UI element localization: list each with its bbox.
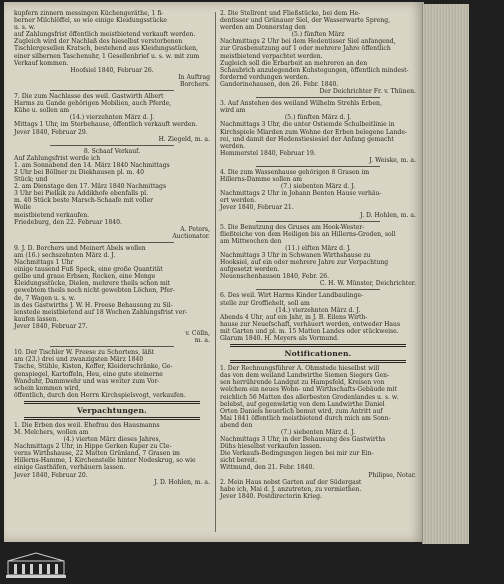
right-text-line: zur Grasbenutzung auf 1 oder mehrere Jahre öffentlich [220, 45, 391, 53]
notice-separator [256, 221, 380, 222]
right-text-line: das von dem weiland Landwirthe Siemen Siegers Gen- [220, 372, 390, 380]
right-text-line: abend den [220, 421, 253, 429]
right-text-line: 1. Der Rechnungsführer A. Ohmstede hieselbst will [220, 365, 380, 373]
left-text-line: Friedeburg, den 22. Februar 1840. [14, 218, 122, 226]
right-text-line: am Mittwochen den [220, 237, 282, 245]
section-rule [24, 417, 200, 420]
right-text-line: (7.) siebenten März d. J. [280, 183, 356, 191]
left-text-line: Kühe u. sollen am [14, 107, 70, 115]
left-text-line: Jever 1840, Februar 29. [14, 128, 88, 136]
right-text-line: stelle zur Groffiehelt, soll am [220, 299, 310, 307]
right-text-line: mit Garten und pl. m. 15 Matten Landes oder stückweise. [220, 327, 399, 335]
right-text-line: wird am [220, 107, 246, 115]
left-text-line: 1. am Sonnabend den 14. März 1840 Nachmittags [14, 161, 170, 169]
right-text-line: Nachmittags 2 Uhr in Johann Benten Hause verhäu- [220, 190, 382, 198]
right-text-line: hause zur Neuefschaft, verhäuert werden, entweder Haus [220, 320, 401, 328]
left-text-line: am (23.) drei und zwanzigsten März 1840 [14, 356, 144, 364]
left-text-line: Hillerns-Hamme, 1 Kirchenstelle hinter Nodeskrug, so wie [14, 457, 196, 465]
left-text-line: Nachmittags 1 Uhr [14, 259, 74, 267]
right-text-line: Dühs hieselbst verkaufen lassen. [220, 443, 322, 451]
left-text-line: Jever 1840, Februar 20. [14, 471, 88, 479]
right-text-line: (5.) fünften März d. J. [284, 114, 352, 122]
right-text-line: belebst, auf gegenwärtig von dem Landwirthe Daniel [220, 400, 385, 408]
right-text-line: J. D. Hohlen, m. a. [360, 211, 416, 219]
right-text-line: Nachmittags 3 Uhr, die unter Ostiemde Schulbeitlinie in [220, 121, 395, 129]
left-column [14, 10, 210, 486]
right-text-line: 4. Die zum Wassenhause gehörigen 8 Grasen im [220, 168, 370, 176]
column-divider [215, 12, 216, 532]
notice-separator [50, 90, 174, 91]
left-text-line: in des Gastwirths J. W. H. Freese Behausung zu Sil- [14, 301, 173, 309]
left-text-line: einige tausend Fuß Speck, eine große Quantität [14, 266, 163, 274]
left-text-line: schein kommen wird, [14, 384, 81, 392]
section-rule [230, 344, 406, 347]
left-text-line: Borchers. [180, 80, 210, 88]
right-text-line: Wittmund, den 21. Febr. 1840. [220, 464, 315, 472]
notice-separator [256, 166, 380, 167]
left-text-line: Auf Zahlungsfrist werde ich [14, 154, 101, 162]
left-text-line: m. 40 Stück beste Marsch-Schaafe mit voller [14, 197, 154, 205]
right-text-line: dentisser und Grünauer Siel, der Wasserwarte Spreng, [220, 17, 391, 25]
left-text-line: kaufen lassen. [14, 315, 59, 323]
left-text-line: Verkauf kommen. [14, 59, 69, 67]
right-text-line: Philipse, Notar. [368, 471, 416, 479]
right-text-line: Zugleich soll die Erbarbeit an mehreren an den [220, 59, 368, 67]
left-text-line: Tischlergesellen Kratsch, bestehend aus Kleidungsstücken, [14, 45, 198, 53]
right-text-line: Nachmittags 3 Uhr in Schwanen Wirthshause zu [220, 252, 371, 259]
left-text-line: 2. am Dienstage den 17. März 1840 Nachmittags [14, 183, 167, 191]
notice-separator [50, 242, 174, 243]
right-text-line: Hillerns-Damme sollen am [220, 176, 302, 184]
right-text-line: ert werden. [220, 197, 257, 205]
left-text-line: 3 Uhr bei Pielkik zu Addikhofe ebenfalls pl. [14, 190, 148, 198]
left-text-line: 8. Schaaf Verkauf. [83, 147, 141, 155]
left-text-line: de, 7 Wagen u. s. w. [14, 294, 76, 302]
right-text-line: meistbietend verpachtet werden. [220, 52, 323, 60]
left-text-line: u. s. w. [14, 24, 36, 32]
left-text-line: Stück; und [14, 176, 48, 184]
right-text-line: Der Deichrichter Fr. v. Thünen. [319, 88, 416, 96]
left-text-line: Nachmittags 2 Uhr, in Hippe Gerken Kuper zu Cle- [14, 443, 172, 451]
left-text-line: Jever 1840, Februar 27. [14, 322, 88, 330]
left-text-line: m. a. [194, 337, 210, 345]
notice-separator [256, 97, 380, 98]
left-text-line: Zugleich wird der Nachlaß des hieselbst verstorbenen [14, 38, 183, 46]
left-text-line: öffentlich, durch den Herrn Kirchspielsvogt, verkaufen. [14, 391, 186, 399]
right-text-line: Nachmittags 2 Uhr bei dem Hedentisser Siel anfangend, [220, 38, 396, 46]
left-text-line: 9. J. D. Borchers und Meinert Abels wollen [14, 244, 146, 252]
right-text-line: Abends 4 Uhr, auf ein Jahr, in J. B. Eilens Wirth- [220, 313, 368, 321]
left-text-line: Kleidungsstücke, Dielen, mehrere theils schon mit [14, 280, 171, 288]
left-text-line: genspiegel, Kartoffeln, Heu, eine gute steinerne [14, 370, 163, 378]
left-text-line: berner Milchlöffel, so wie einige Kleidungsstücke [14, 17, 168, 25]
right-text-line: 5. Die Benutzung des Gruses am Hook-Wester- [220, 223, 365, 231]
right-text-line: Schaubrich anzulegenden Kuhstegungen, öffentlich mindest- [220, 66, 409, 74]
right-text-line: (14.) vierzehnten März d. J. [275, 306, 361, 314]
right-text-line: Ganderinehausen, den 26. Febr. 1840. [220, 80, 339, 88]
left-text-line: 7. Die zum Nachlasse des weil. Gastwirth Albert [14, 93, 164, 101]
left-text-line: v. Cölln, [185, 330, 210, 338]
right-text-line: fordernd verdungen werden. [220, 73, 310, 81]
right-text-line: Mai 1841 öffentlich meistbietend durch mich am Sonn- [220, 414, 391, 422]
right-text-line: habe ich, Mai d. J. anzutreten, zu vermiethen. [220, 485, 362, 493]
left-text-line: Mittags 1 Uhr, im Sterbehause, öffentlich verkauft werden. [14, 121, 198, 129]
section-rule [230, 360, 406, 363]
left-text-line: 2 Uhr bei Böllner zu Diekhausen pl. m. 40 [14, 168, 144, 176]
right-text-line: Jever 1840. Postdirectorin Krieg. [220, 492, 322, 500]
left-text-line: In Auftrag [178, 73, 210, 81]
right-text-line: Orten Daniels heuerlich bemut wird, zum Antritt auf [220, 407, 383, 415]
right-text-line: rei, und damit der Hedenstiesiesiel der Anfang gemacht [220, 135, 394, 143]
right-text-line: Jever 1840, Februar 21. [220, 204, 294, 212]
right-text-line: Kirchspiele Mlarden zum Wohne der Erben belegene Lande- [220, 128, 407, 136]
left-text-line: auf Zahlungsfrist öffentlich meistbietend verkauft werden. [14, 31, 196, 39]
left-text-line: einer silbernen Taschenuhr, 1 Gesellenbrief u. s. w. mit zum [14, 52, 200, 60]
left-text-line: 10. Der Tischler W. Freese zu Schortens, läßt [14, 349, 155, 357]
left-text-line: 1. Die Erben des weil. Ehefrau des Hausmanns [14, 421, 160, 429]
right-column [220, 10, 416, 500]
left-text-line: Wanduhr, Dammwehr und was weiter zum Vor- [14, 377, 160, 385]
right-text-line: reichlich 56 Matten des allerbesten Grodenlandes u. s. w. [220, 393, 399, 401]
left-text-line: (4.) vierten März dieses Jahres, [63, 436, 161, 444]
left-text-line: verns Wirthshause, 22 Matten Grünland, 7 Grasen im [14, 450, 180, 458]
notice-separator [50, 145, 174, 146]
left-text-line: meistbietend verkaufen. [14, 211, 90, 219]
left-text-line: Auctionator. [172, 232, 210, 240]
left-text-line: H. Ziegeld, m. a. [158, 135, 210, 143]
left-text-line: gelbe und graue Erbsen, Rocken, eine Menge [14, 273, 156, 281]
right-text-line: 6. Des weil. Wirt Harms Kinder Landbaulinge- [220, 292, 364, 300]
right-text-line: Hooksiel, auf ein oder mehrere Jahre zur Verpachtung [220, 259, 389, 267]
right-text-line: werden. [220, 142, 246, 150]
library-building-logo [6, 551, 66, 579]
left-text-line: Wolle [14, 204, 32, 212]
right-text-line: Glarum 1840. H. Meyers als Vormund. [220, 335, 339, 343]
right-text-line: sicht bereit. [220, 457, 258, 465]
document-page [4, 2, 424, 542]
left-text-line: lenstede meistbietend auf 18 Wochen Zahlungsfrist ver- [14, 308, 188, 316]
section-rule [24, 401, 200, 404]
right-text-line: 3. Auf Anstehen des weiland Wilhelm Strehls Erben, [220, 100, 382, 108]
right-text-line: (5.) fünften März [291, 31, 345, 39]
left-text-line: am (16.) sechszehnten März d. J. [14, 252, 116, 259]
right-text-line: (11.) elften März d. J. [285, 244, 351, 252]
right-text-line: welchem ein neues Wohn- und Wirthschafts-Gebäude mit [220, 386, 397, 394]
left-text-line: (14.) vierzehnten März d. J. [69, 114, 155, 122]
right-text-line: Nachmittags 3 Uhr, in der Behausung des Gastwirths [220, 436, 386, 444]
left-text-line: Hoofsiel 1840, Februar 26. [70, 66, 154, 74]
left-text-line: einige Gasthäfen, verhäuern lassen. [14, 464, 126, 472]
notice-separator [50, 346, 174, 347]
right-text-line: Neuenschenhausen 1840, Febr. 26. [220, 273, 330, 281]
left-text-line: gewebtem theils noch nicht gewebten Löchen, Pfer- [14, 287, 175, 295]
right-text-line: 2. Die Stellrent und Fließstücke, bei dem He- [220, 10, 361, 17]
left-text-line: Tische, Stühle, Kisten, Koffer, Kleiderschränke, Ge- [14, 363, 173, 371]
viewer-footer [0, 546, 504, 584]
right-text-line: werden am Donnerstag den [220, 24, 306, 32]
left-text-line: M. Melchers, wollen am [14, 428, 89, 436]
left-text-line: J. D. Hohlen, m. a. [154, 478, 210, 486]
right-text-line: C. H. W. Münster, Deichrichter. [319, 280, 416, 288]
right-text-line: J. Weiske, m. a. [369, 156, 416, 164]
section-heading: Verpachtungen. [76, 405, 148, 415]
section-heading: Notificationen. [284, 349, 352, 359]
right-text-line: 2. Mein Haus nebst Garten auf der Südergast [220, 478, 362, 486]
left-text-line: Harms zu Gande gehörigen Mobilien, auch Pferde, [14, 100, 172, 108]
right-text-line: sen herrührende Landgut zu Hampsfeld, Kreisen von [220, 379, 385, 387]
right-text-line: Die Verkaufs-Bedingungen liegen bei mir zur Ein- [220, 450, 374, 458]
right-text-line: fließteiche von dem Heiligen bis an Hillerns-Groden, soll [220, 230, 396, 238]
book-page-edges [422, 4, 469, 544]
right-text-line: aufgesetzt werden. [220, 266, 280, 274]
notice-separator [256, 289, 380, 290]
right-text-line: Hemmerstel 1840, Februar 19. [220, 149, 316, 157]
left-text-line: A. Peters, [180, 225, 210, 233]
right-text-line: (7.) siebenten März d. J. [280, 428, 356, 436]
left-text-line: kupfern zinnern messingen Küchengeräthe, 1 fi- [14, 10, 164, 17]
